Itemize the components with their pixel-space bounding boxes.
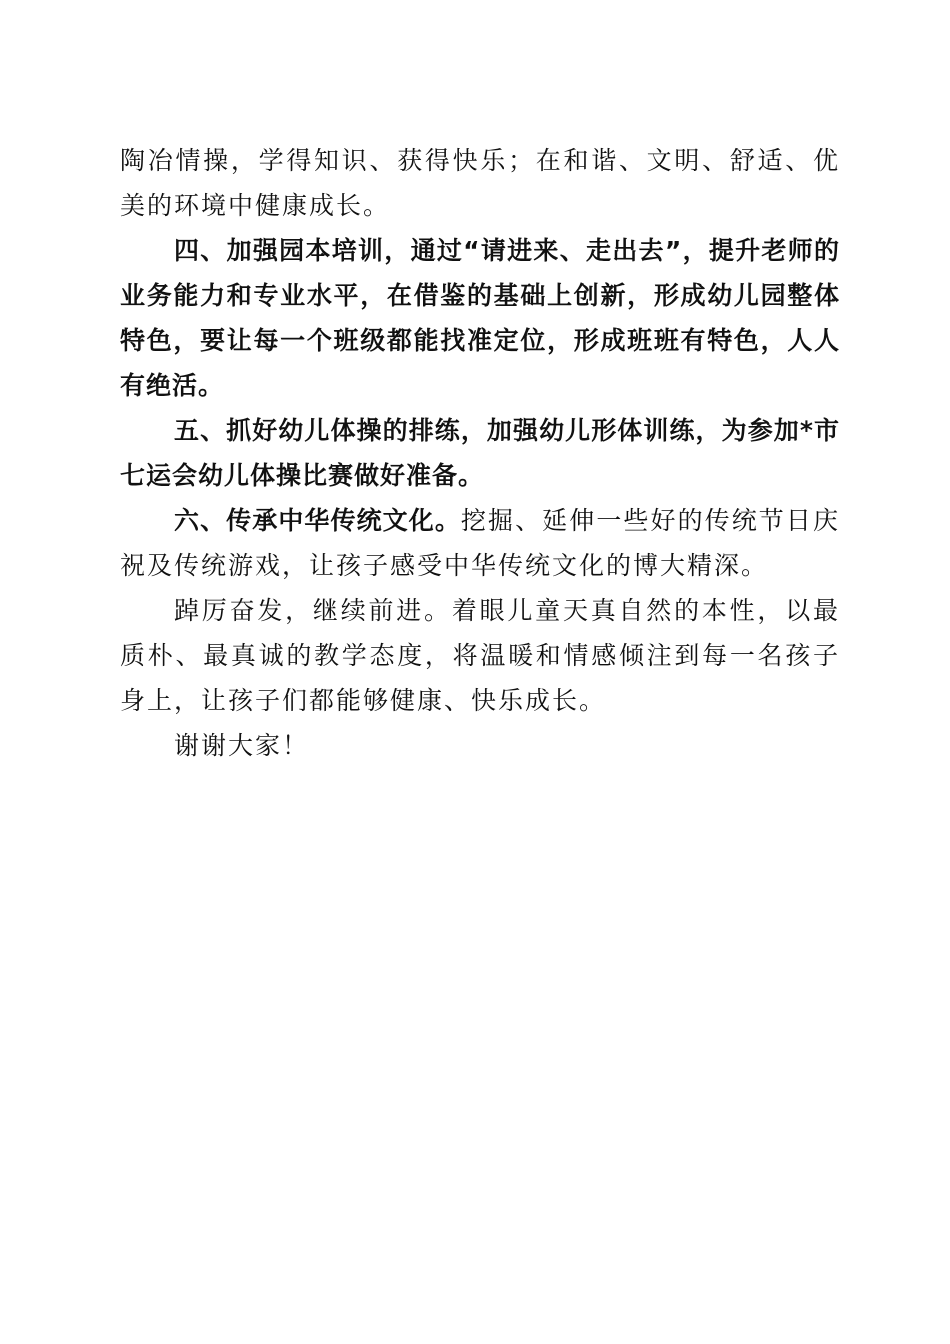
paragraph-item-six-body: 挖掘、延伸一些好的传统节日庆祝及传统游戏，让孩子感受中华传统文化的博大精深。: [120, 506, 840, 580]
paragraph-item-four: 四、加强园本培训，通过“请进来、走出去”，提升老师的业务能力和专业水平，在借鉴的基础上创新，形成幼儿园整体特色，要让每一个班级都能找准定位，形成班班有特色，人人有绝活。: [120, 236, 840, 400]
paragraph-item-six-lead: 六、传承中华传统文化。: [174, 506, 461, 535]
paragraph-thanks: 谢谢大家！: [174, 731, 310, 760]
paragraph-continuation: 陶冶情操，学得知识、获得快乐；在和谐、文明、舒适、优美的环境中健康成长。: [120, 146, 840, 220]
document-body: [120, 138, 840, 768]
paragraph-item-five: 五、抓好幼儿体操的排练，加强幼儿形体训练，为参加*市七运会幼儿体操比赛做好准备。: [120, 416, 840, 490]
paragraph-item-six: [120, 498, 840, 588]
paragraph-closing: 踔厉奋发，继续前进。着眼儿童天真自然的本性，以最质朴、最真诚的教学态度，将温暖和情感倾注到每一名孩子身上，让孩子们都能够健康、快乐成长。: [120, 596, 840, 715]
